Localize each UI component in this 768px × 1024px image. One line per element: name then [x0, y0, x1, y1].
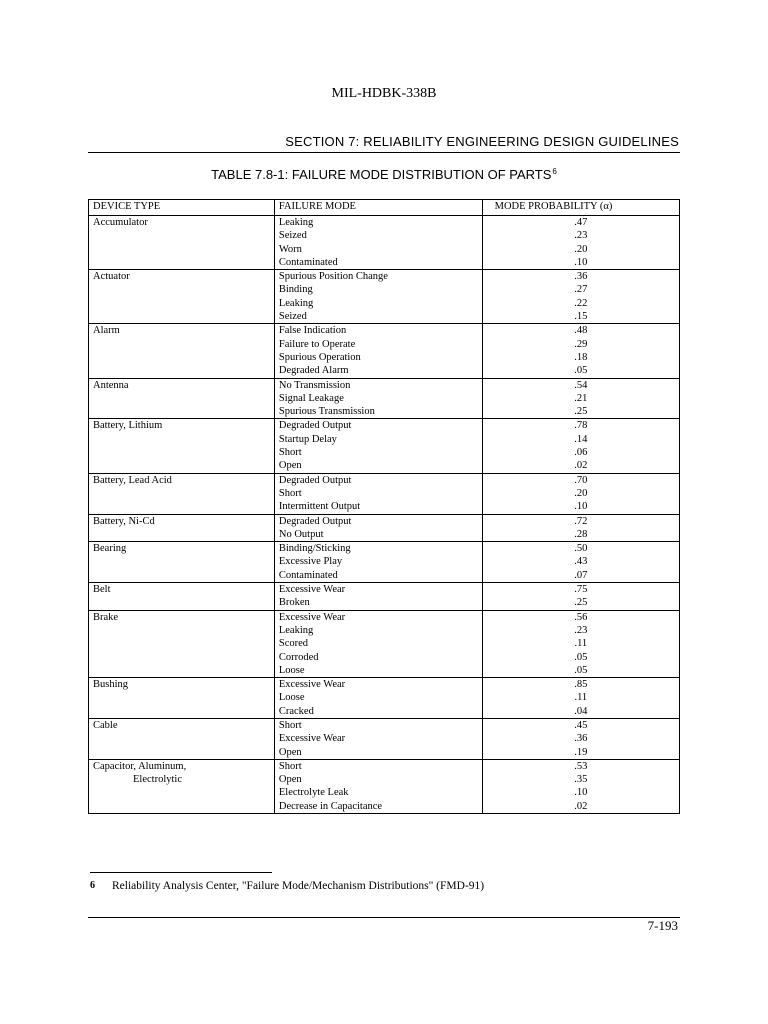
mode-probability: .10 — [574, 787, 588, 799]
failure-mode-cell — [274, 378, 482, 419]
mode-probability: .28 — [574, 528, 588, 540]
failure-mode-cell — [274, 324, 482, 378]
table-body — [89, 216, 680, 814]
mode-probability: .02 — [574, 800, 588, 812]
failure-mode: False Indication — [278, 325, 347, 337]
mode-probability: .05 — [574, 664, 588, 676]
failure-mode: Open — [278, 460, 302, 472]
failure-mode-cell — [274, 542, 482, 583]
failure-mode-cell — [274, 583, 482, 611]
failure-mode: Failure to Operate — [278, 338, 356, 350]
failure-mode: Leaking — [278, 217, 314, 228]
failure-mode: Binding — [278, 284, 313, 296]
mode-probability: .45 — [574, 719, 588, 731]
failure-mode: Signal Leakage — [278, 392, 344, 404]
mode-probability: .50 — [574, 543, 588, 555]
failure-mode: Excessive Wear — [278, 733, 346, 745]
mode-probability: .21 — [574, 392, 588, 404]
device-type-cell — [89, 216, 275, 270]
failure-mode: Degraded Alarm — [278, 365, 349, 377]
footnote-reference: 6 — [552, 167, 557, 176]
failure-mode: Leaking — [278, 297, 314, 309]
table-row — [89, 759, 680, 813]
footnote-rule — [90, 872, 272, 873]
failure-mode: Seized — [278, 230, 307, 242]
column-header-mode-probability: MODE PROBABILITY (α) — [482, 200, 679, 216]
mode-probability: .05 — [574, 365, 588, 377]
mode-probability-cell — [482, 678, 679, 719]
failure-mode: Leaking — [278, 624, 314, 636]
failure-mode: Scored — [278, 638, 309, 650]
failure-mode: Loose — [278, 664, 305, 676]
device-type: Capacitor, Aluminum, — [93, 760, 187, 772]
mode-probability: .70 — [574, 474, 588, 486]
device-type-cell — [89, 324, 275, 378]
mode-probability: .22 — [574, 297, 588, 309]
mode-probability-cell — [482, 610, 679, 677]
mode-probability: .18 — [574, 351, 588, 363]
table-row — [89, 718, 680, 759]
failure-mode: Open — [278, 746, 302, 758]
failure-mode-cell — [274, 270, 482, 324]
failure-mode: Short — [278, 447, 302, 459]
device-type: Electrolytic — [133, 774, 182, 786]
failure-mode-cell — [274, 610, 482, 677]
device-type-cell — [89, 473, 275, 514]
mode-probability-cell — [482, 270, 679, 324]
failure-mode: Short — [278, 487, 302, 499]
table-row — [89, 542, 680, 583]
device-type: Cable — [93, 719, 118, 731]
failure-mode: Worn — [278, 243, 302, 255]
mode-probability: .48 — [574, 325, 588, 337]
table-row — [89, 610, 680, 677]
failure-mode: Loose — [278, 692, 305, 704]
device-type-cell — [89, 542, 275, 583]
device-type-cell — [89, 678, 275, 719]
mode-probability: .56 — [574, 611, 588, 623]
table-title-text: TABLE 7.8-1: FAILURE MODE DISTRIBUTION OF PARTS — [211, 167, 552, 182]
mode-probability: .20 — [574, 243, 588, 255]
mode-probability-cell — [482, 216, 679, 270]
device-type-cell — [89, 378, 275, 419]
device-type: Alarm — [93, 325, 120, 337]
column-header-failure-mode: FAILURE MODE — [274, 200, 482, 216]
mode-probability: .11 — [574, 638, 588, 650]
mode-probability: .36 — [574, 733, 588, 745]
mode-probability: .11 — [574, 692, 588, 704]
failure-mode: Open — [278, 774, 302, 786]
failure-mode: Degraded Output — [278, 420, 352, 432]
mode-probability: .54 — [574, 379, 588, 391]
failure-mode-cell — [274, 718, 482, 759]
mode-probability: .10 — [574, 501, 588, 513]
mode-probability-cell — [482, 473, 679, 514]
mode-probability-cell — [482, 718, 679, 759]
mode-probability: .06 — [574, 447, 588, 459]
failure-mode: Broken — [278, 597, 310, 609]
table-row — [89, 324, 680, 378]
failure-mode: Binding/Sticking — [278, 543, 351, 555]
failure-mode-cell — [274, 419, 482, 473]
table-row — [89, 514, 680, 542]
device-type-cell — [89, 270, 275, 324]
device-type-cell — [89, 718, 275, 759]
mode-probability: .43 — [574, 556, 588, 568]
device-type: Belt — [93, 584, 111, 596]
mode-probability: .05 — [574, 651, 588, 663]
mode-probability: .47 — [574, 217, 588, 228]
mode-probability-cell — [482, 419, 679, 473]
device-type: Battery, Lead Acid — [93, 474, 172, 486]
device-type: Accumulator — [93, 217, 148, 228]
failure-mode: No Output — [278, 528, 324, 540]
failure-mode: Seized — [278, 311, 307, 323]
mode-probability: .78 — [574, 420, 588, 432]
failure-mode: Contaminated — [278, 256, 338, 268]
footnote-mark: 6 — [90, 880, 95, 891]
column-header-device-type: DEVICE TYPE — [89, 200, 275, 216]
document-id: MIL-HDBK-338B — [331, 86, 437, 101]
failure-mode: No Transmission — [278, 379, 351, 391]
failure-mode-cell — [274, 678, 482, 719]
mode-probability: .19 — [574, 746, 588, 758]
device-type: Battery, Ni-Cd — [93, 515, 155, 527]
device-type: Bearing — [93, 543, 127, 555]
device-type: Bushing — [93, 679, 129, 691]
table-header-row — [89, 200, 680, 216]
table-title — [0, 167, 768, 182]
mode-probability: .15 — [574, 311, 588, 323]
failure-mode: Startup Delay — [278, 433, 337, 445]
failure-mode: Intermittent Output — [278, 501, 361, 513]
failure-mode: Spurious Transmission — [278, 406, 375, 418]
failure-mode: Excessive Play — [278, 556, 343, 568]
failure-mode: Spurious Position Change — [278, 271, 388, 283]
mode-probability: .14 — [574, 433, 588, 445]
mode-probability-cell — [482, 324, 679, 378]
mode-probability-cell — [482, 759, 679, 813]
mode-probability: .25 — [574, 406, 588, 418]
page-number: 7-193 — [647, 918, 678, 933]
failure-mode: Degraded Output — [278, 515, 352, 527]
mode-probability: .72 — [574, 515, 588, 527]
failure-mode: Excessive Wear — [278, 679, 346, 691]
table-row — [89, 473, 680, 514]
mode-probability: .02 — [574, 460, 588, 472]
failure-mode: Contaminated — [278, 569, 338, 581]
mode-probability: .35 — [574, 774, 588, 786]
mode-probability-cell — [482, 378, 679, 419]
mode-probability: .53 — [574, 760, 588, 772]
device-type: Battery, Lithium — [93, 420, 163, 432]
failure-mode: Cracked — [278, 705, 314, 717]
mode-probability: .29 — [574, 338, 588, 350]
table-row — [89, 583, 680, 611]
table-row — [89, 419, 680, 473]
table-row — [89, 678, 680, 719]
header-rule — [88, 152, 680, 153]
mode-probability: .20 — [574, 487, 588, 499]
failure-mode: Excessive Wear — [278, 611, 346, 623]
mode-probability: .07 — [574, 569, 588, 581]
mode-probability: .36 — [574, 271, 588, 283]
mode-probability: .23 — [574, 230, 588, 242]
device-type-cell — [89, 583, 275, 611]
mode-probability-cell — [482, 542, 679, 583]
failure-mode: Short — [278, 719, 302, 731]
failure-mode: Corroded — [278, 651, 319, 663]
failure-mode-cell — [274, 514, 482, 542]
device-type-cell — [89, 759, 275, 813]
failure-mode: Short — [278, 760, 302, 772]
table-row — [89, 270, 680, 324]
mode-probability: .10 — [574, 256, 588, 268]
device-type: Brake — [93, 611, 119, 623]
mode-probability: .04 — [574, 705, 588, 717]
mode-probability: .85 — [574, 679, 588, 691]
failure-mode-table — [88, 199, 680, 814]
mode-probability: .25 — [574, 597, 588, 609]
failure-mode: Spurious Operation — [278, 351, 361, 363]
device-type: Antenna — [93, 379, 129, 391]
failure-mode: Electrolyte Leak — [278, 787, 349, 799]
table-row — [89, 378, 680, 419]
mode-probability: .23 — [574, 624, 588, 636]
footnote — [90, 880, 484, 892]
failure-mode-cell — [274, 473, 482, 514]
device-type-cell — [89, 610, 275, 677]
failure-mode-cell — [274, 216, 482, 270]
mode-probability: .75 — [574, 584, 588, 596]
table-row — [89, 216, 680, 270]
device-type: Actuator — [93, 271, 130, 283]
failure-mode: Degraded Output — [278, 474, 352, 486]
mode-probability: .27 — [574, 284, 588, 296]
footnote-text: Reliability Analysis Center, "Failure Mode/Mechanism Distributions" (FMD-91) — [112, 880, 485, 892]
failure-mode: Decrease in Capacitance — [278, 800, 383, 812]
failure-mode-cell — [274, 759, 482, 813]
device-type-cell — [89, 514, 275, 542]
section-title: SECTION 7: RELIABILITY ENGINEERING DESIGN GUIDELINES — [285, 134, 679, 149]
mode-probability-cell — [482, 583, 679, 611]
failure-mode: Excessive Wear — [278, 584, 346, 596]
mode-probability-cell — [482, 514, 679, 542]
device-type-cell — [89, 419, 275, 473]
footer-rule — [88, 917, 680, 918]
